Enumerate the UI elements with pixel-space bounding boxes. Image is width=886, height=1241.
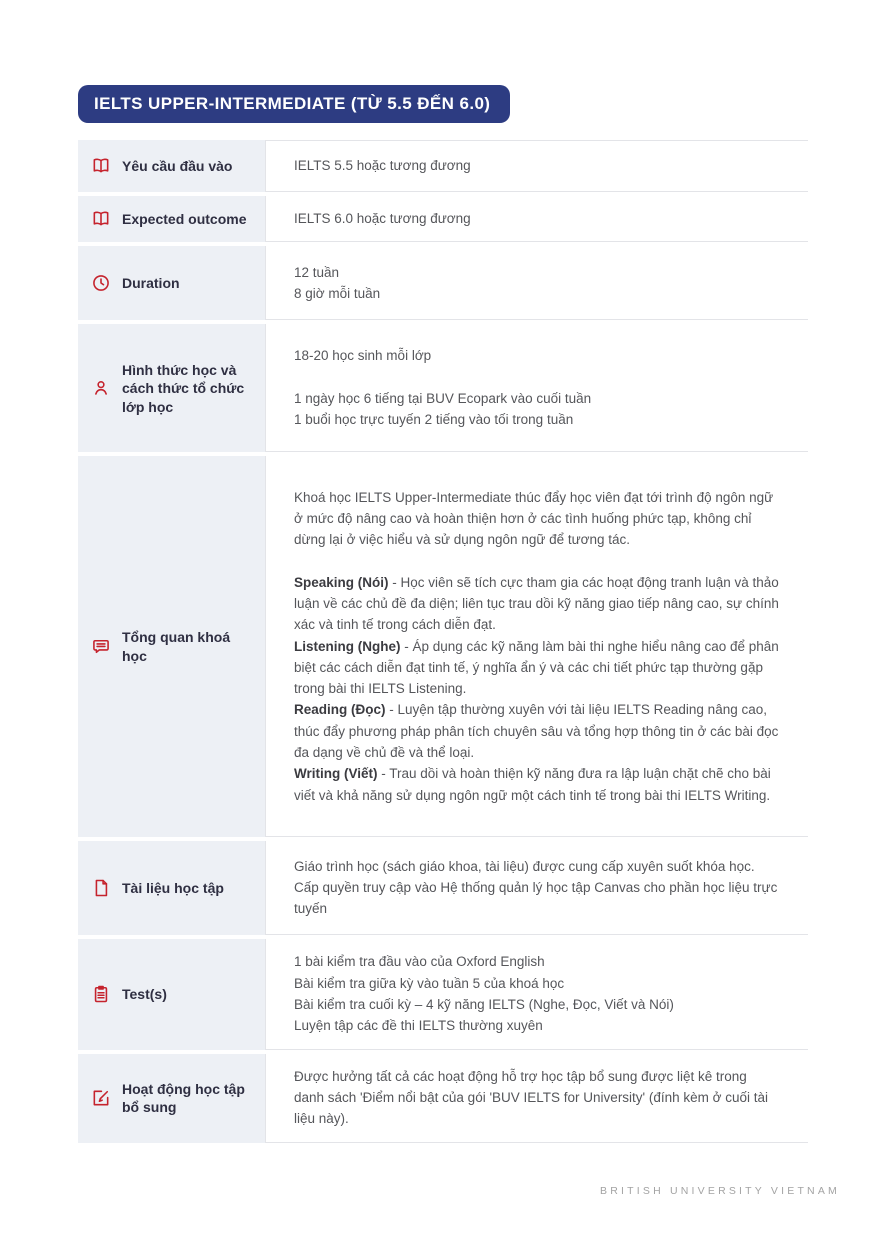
content-line: 18-20 học sinh mỗi lớp — [294, 348, 432, 364]
document-icon — [91, 878, 111, 898]
row-content-cell — [265, 1054, 808, 1143]
row-label-cell — [78, 841, 265, 935]
open-book-icon — [91, 209, 111, 229]
row-label: Hình thức học và cách thức tổ chức lớp học — [122, 361, 245, 415]
clock-icon — [91, 273, 111, 293]
row-label: Yêu cầu đầu vào — [122, 157, 233, 174]
paragraph-text: Khoá học IELTS Upper-Intermediate thúc đẩy học viên đạt tới trình độ ngôn ngữ ở mức độ nâng cao và hoàn thiện hơn ở các tình huống phức tạp, không chỉ dừng lại ở việc hiểu và sử dụng ngôn ngữ để tương tác. — [294, 489, 774, 548]
content-line: 1 ngày học 6 tiếng tại BUV Ecopark vào cuối tuần — [294, 390, 592, 406]
row-content-cell — [265, 324, 808, 452]
page-title: IELTS UPPER-INTERMEDIATE (TỪ 5.5 ĐẾN 6.0) — [78, 85, 510, 123]
paragraph-lead: Reading (Đọc) — [294, 702, 386, 718]
content-line: Bài kiểm tra cuối kỳ – 4 kỹ năng IELTS (Nghe, Đọc, Viết và Nói) — [294, 996, 674, 1012]
content-line: 12 tuần — [294, 264, 340, 280]
table-row — [78, 939, 808, 1049]
row-content-cell — [265, 841, 808, 935]
row-content-cell — [265, 246, 808, 320]
row-label: Hoạt động học tập bổ sung — [122, 1080, 245, 1116]
pencil-square-icon — [91, 1088, 111, 1108]
row-label-cell — [78, 246, 265, 320]
course-info-table — [78, 140, 808, 1143]
overview-paragraph — [294, 763, 780, 806]
table-row — [78, 456, 808, 837]
paragraph-lead: Speaking (Nói) — [294, 574, 389, 590]
row-label-cell — [78, 324, 265, 452]
row-label-cell — [78, 196, 265, 242]
row-label: Tổng quan khoá học — [122, 629, 231, 664]
clipboard-icon — [91, 984, 111, 1004]
overview-paragraph — [294, 636, 780, 700]
open-book-icon — [91, 156, 111, 176]
paragraph-text: - Trau dồi và hoàn thiện kỹ năng đưa ra lập luận chặt chẽ cho bài viết và khả năng sử dụng ngôn ngữ một cách tinh tế trong bài thi IELTS Writing. — [294, 766, 771, 803]
content-line: Bài kiểm tra giữa kỳ vào tuần 5 của khoá học — [294, 975, 565, 991]
row-label: Duration — [122, 275, 180, 292]
table-row — [78, 246, 808, 320]
paragraph-lead: Writing (Viết) — [294, 766, 378, 782]
table-row — [78, 140, 808, 192]
row-label: Expected outcome — [122, 210, 247, 227]
paragraph-text: - Học viên sẽ tích cực tham gia các hoạt động tranh luận và thảo luận về các chủ đề đa diện; liên tục trau dồi kỹ năng giao tiếp nâng cao, sự chính xác và tinh tế trong cách diễn đạt. — [294, 574, 779, 633]
content-line: 1 buổi học trực tuyến 2 tiếng vào tối trong tuần — [294, 411, 574, 427]
content-line: IELTS 6.0 hoặc tương đương — [294, 211, 471, 226]
table-row — [78, 1054, 808, 1143]
paragraph-text: - Áp dụng các kỹ năng làm bài thi nghe hiểu nâng cao để phân biệt các cách diễn đạt tinh tế, ý nghĩa ẩn ý và các chi tiết phức tạp thường gặp trong bài thi IELTS Listening. — [294, 638, 779, 697]
row-label-cell — [78, 140, 265, 192]
content-line: Giáo trình học (sách giáo khoa, tài liệu) được cung cấp xuyên suốt khóa học. — [294, 858, 755, 874]
paragraph-text: - Luyện tập thường xuyên với tài liệu IELTS Reading nâng cao, thúc đẩy phương pháp phân tích chuyên sâu và tổng hợp thông tin ở các bài đọc đa dạng về chủ đề và thể loại. — [294, 702, 779, 761]
overview-paragraph — [294, 487, 780, 551]
footer-brand: BRITISH UNIVERSITY VIETNAM — [600, 1185, 840, 1197]
row-label-cell — [78, 1054, 265, 1143]
row-content-cell — [265, 456, 808, 837]
table-row — [78, 841, 808, 935]
row-label-cell — [78, 939, 265, 1049]
overview-paragraph — [294, 572, 780, 636]
overview-paragraph — [294, 699, 780, 763]
row-label: Tài liệu học tập — [122, 880, 224, 897]
row-label: Test(s) — [122, 986, 167, 1003]
paragraph-lead: Listening (Nghe) — [294, 638, 401, 654]
content-line: 1 bài kiểm tra đầu vào của Oxford English — [294, 954, 545, 970]
row-content-cell — [265, 196, 808, 242]
speech-bubble-icon — [91, 637, 111, 657]
content-line: Được hưởng tất cả các hoạt động hỗ trợ học tập bổ sung được liệt kê trong danh sách 'Điểm nổi bật của gói 'BUV IELTS for University' (đính kèm ở cuối tài liệu này). — [294, 1068, 769, 1127]
row-content-cell — [265, 140, 808, 192]
content-line: Luyện tập các đề thi IELTS thường xuyên — [294, 1018, 543, 1034]
row-label-cell — [78, 456, 265, 837]
content-line: IELTS 5.5 hoặc tương đương — [294, 158, 471, 174]
content-line: 8 giờ mỗi tuần — [294, 285, 381, 301]
table-row — [78, 196, 808, 242]
person-icon — [91, 378, 111, 398]
row-content-cell — [265, 939, 808, 1049]
table-row — [78, 324, 808, 452]
content-line: Cấp quyền truy cập vào Hệ thống quản lý học tập Canvas cho phần học liệu trực tuyến — [294, 880, 778, 917]
